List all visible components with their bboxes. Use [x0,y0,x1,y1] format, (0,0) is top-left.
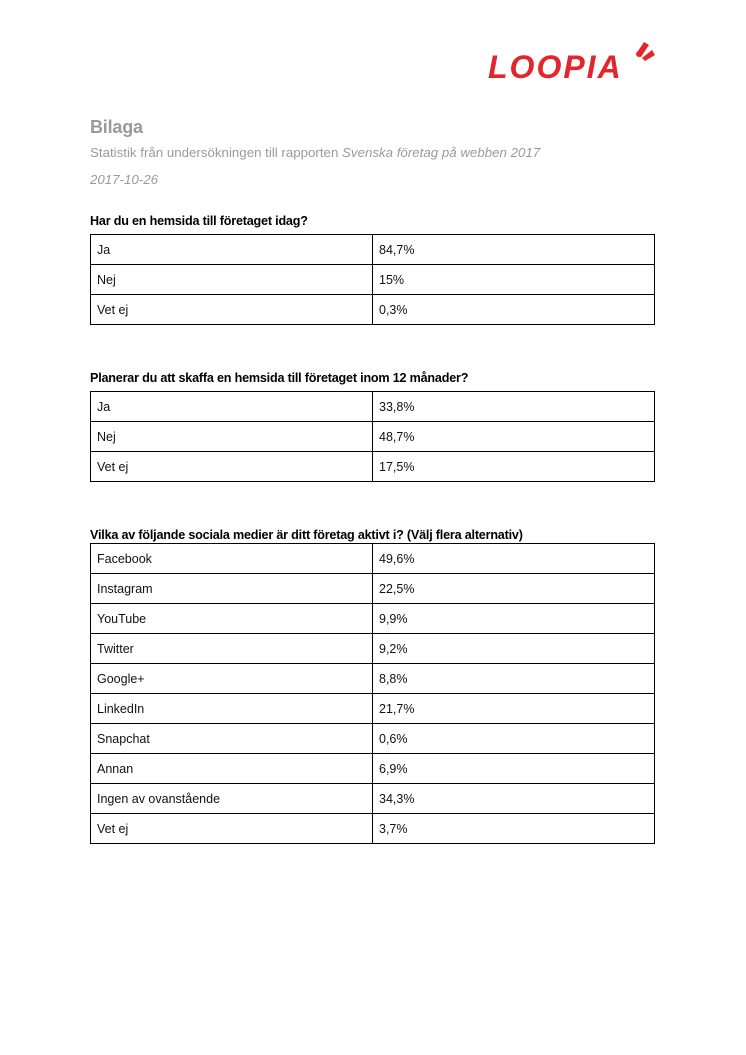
question-heading: Planerar du att skaffa en hemsida till företaget inom 12 månader? [90,371,469,385]
answer-label: Snapchat [91,724,373,754]
answer-label: Annan [91,754,373,784]
subtitle [90,145,540,160]
answer-label: Twitter [91,634,373,664]
answer-label: Instagram [91,574,373,604]
subtitle-prefix: Statistik från undersökningen till rapporten [90,145,343,160]
answer-value: 84,7% [373,235,655,265]
loopia-logo [486,34,658,82]
answer-value: 33,8% [373,392,655,422]
answer-label: Vet ej [91,814,373,844]
report-title: Svenska företag på webben 2017 [342,145,541,160]
section-social-media [90,528,655,844]
table-row [91,664,655,694]
report-date: 2017-10-26 [90,172,159,187]
answer-value: 34,3% [373,784,655,814]
table-row [91,634,655,664]
answer-label: Ingen av ovanstående [91,784,373,814]
section-website-plans [90,371,655,482]
table-row [91,452,655,482]
table-row [91,265,655,295]
logo-text: LOOPIA [488,49,623,82]
page-title: Bilaga [90,117,143,137]
answer-value: 48,7% [373,422,655,452]
question-heading: Vilka av följande sociala medier är ditt företag aktivt i? (Välj flera alternativ) [90,528,523,542]
answer-label: Facebook [91,544,373,574]
answer-value: 8,8% [373,664,655,694]
survey-table [90,391,655,482]
question-heading: Har du en hemsida till företaget idag? [90,214,308,228]
table-row [91,392,655,422]
table-row [91,724,655,754]
answer-value: 9,2% [373,634,655,664]
table-row [91,422,655,452]
section-website-today [90,214,655,325]
table-row [91,574,655,604]
answer-label: LinkedIn [91,694,373,724]
answer-label: Nej [91,422,373,452]
table-row [91,754,655,784]
answer-label: Vet ej [91,295,373,325]
answer-label: Vet ej [91,452,373,482]
survey-table [90,234,655,325]
table-row [91,235,655,265]
answer-value: 6,9% [373,754,655,784]
answer-value: 3,7% [373,814,655,844]
table-row [91,295,655,325]
table-row [91,694,655,724]
answer-value: 21,7% [373,694,655,724]
answer-value: 9,9% [373,604,655,634]
answer-value: 0,3% [373,295,655,325]
answer-label: Nej [91,265,373,295]
answer-value: 17,5% [373,452,655,482]
table-row [91,604,655,634]
table-row [91,544,655,574]
survey-table [90,543,655,844]
table-row [91,784,655,814]
table-row [91,814,655,844]
answer-value: 49,6% [373,544,655,574]
answer-value: 0,6% [373,724,655,754]
answer-label: Google+ [91,664,373,694]
answer-label: Ja [91,392,373,422]
answer-value: 15% [373,265,655,295]
answer-value: 22,5% [373,574,655,604]
logo-antenna-icon [636,42,655,61]
answer-label: Ja [91,235,373,265]
answer-label: YouTube [91,604,373,634]
